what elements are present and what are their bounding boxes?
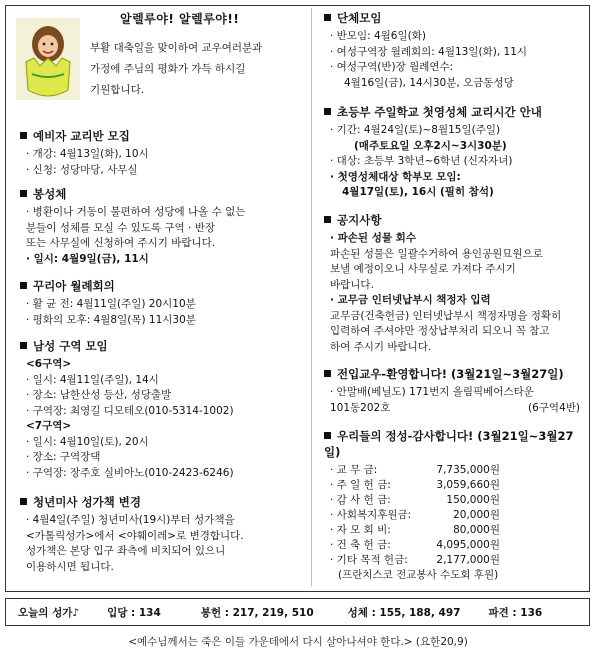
- donations-section: [324, 428, 586, 584]
- info-line: · 장소: 남한산성 등산, 성당출발: [26, 389, 172, 401]
- donation-type: · 기타 목적 헌금:: [330, 554, 408, 566]
- donation-amount: 20,000원: [453, 509, 500, 521]
- notice-heading: · 파손된 성물 회수: [330, 232, 416, 244]
- donation-type: · 자 모 회 비:: [330, 524, 391, 536]
- info-line: · 장소: 구역장댁: [26, 451, 101, 463]
- bible-verse: <예수님께서는 죽은 이들 가운데에서 다시 살아나셔야 한다.> (요한20,9): [128, 636, 468, 648]
- section-title: 공지사항: [337, 213, 382, 227]
- sick-communion-section: [20, 186, 305, 267]
- hymn-entrance: 입당 : 134: [107, 606, 161, 619]
- info-line: · 4월4일(주일) 청년미사(19시)부터 성가책을: [26, 514, 235, 526]
- section-title: 우리들의 정성-감사합니다! (3월21일~3월27일): [324, 429, 574, 459]
- info-line: · 일시: 4월10일(토), 20시: [26, 435, 149, 448]
- notices-section: [324, 212, 586, 355]
- section-title: 청년미사 성가책 변경: [33, 495, 141, 509]
- group-label: <7구역>: [26, 420, 72, 432]
- info-line: · 첫영성체대상 학부모 모임:: [330, 170, 461, 183]
- column-divider: [311, 8, 312, 586]
- info-line: · 여성구역(반)장 월례연수:: [330, 61, 454, 73]
- info-line: 하여 주시기 바랍니다.: [330, 340, 432, 353]
- notice-heading: · 교무금 인터넷납부시 책정자 입력: [330, 294, 491, 306]
- donation-type: · 건 축 헌 금:: [330, 539, 391, 551]
- greeting-line: 부활 대축일을 맞이하여 교우여러분과: [90, 42, 263, 54]
- info-line: · 여성구역장 월례회의: 4월13일(화), 11시: [330, 45, 528, 58]
- jesus-egg-illustration: [16, 18, 80, 100]
- donation-row: [324, 508, 586, 523]
- hymn-communion: 성체 : 155, 188, 497: [347, 606, 461, 619]
- info-line: 파손된 성물은 일괄수거하여 용인공원묘원으로: [330, 247, 543, 260]
- easter-greeting-title: 알렐루야! 알렐루야!!: [120, 12, 240, 26]
- info-line: 바랍니다.: [330, 278, 374, 291]
- info-line: · 대상: 초등부 3학년~6학년 (신자자녀): [330, 155, 513, 167]
- donation-type: · 감 사 헌 금:: [330, 494, 391, 506]
- info-line: (매주토요일 오후2시~3시30분): [354, 139, 507, 152]
- info-line: · 반모임: 4월6일(화): [330, 30, 426, 42]
- info-line: 4월17일(토), 16시 (필히 참석): [342, 186, 494, 198]
- section-title: 초등부 주일학교 첫영성체 교리시간 안내: [337, 105, 542, 119]
- donation-row: [324, 478, 586, 493]
- info-line: 4월16일(금), 14시30분, 오금동성당: [344, 76, 514, 89]
- section-title: 봉성체: [33, 187, 67, 201]
- info-line: · 신청: 성당마당, 사무실: [26, 163, 138, 176]
- info-line: [324, 401, 586, 417]
- info-line: · 평화의 모후: 4월8일(목) 11시30분: [26, 313, 196, 326]
- hymn-offertory: 봉헌 : 217, 219, 510: [200, 606, 314, 619]
- hymn-dismissal: 파견 : 136: [488, 606, 543, 619]
- info-line: · 일시: 4월11일(주일), 14시: [26, 373, 159, 386]
- donation-amount: 3,059,660원: [436, 479, 500, 491]
- section-title: 꾸리아 월례회의: [33, 279, 115, 293]
- donation-note: (프란치스코 전교봉사 수도회 후원): [338, 569, 499, 581]
- donation-row: [324, 553, 586, 568]
- donation-amount: 150,000원: [446, 494, 500, 506]
- info-line: <가톨릭성가>에서 <야훼이레>로 변경합니다.: [26, 529, 244, 542]
- donation-amount: 4,095,000원: [436, 539, 500, 551]
- info-line: 이용하시면 됩니다.: [26, 560, 114, 573]
- hymn-bar: [5, 598, 590, 626]
- section-title: 단체모임: [337, 11, 382, 25]
- first-communion-section: [324, 104, 586, 201]
- greeting-line: 가정에 주님의 평화가 가득 하시길: [90, 63, 246, 75]
- info-line: · 개강: 4월13일(화), 10시: [26, 148, 149, 160]
- donation-amount: 7,735,000원: [436, 464, 500, 476]
- donation-row: [324, 463, 586, 478]
- hymn-label: 오늘의 성가♪: [18, 606, 80, 619]
- curia-section: [20, 278, 305, 328]
- section-title: 예비자 교리반 모집: [33, 129, 130, 143]
- donation-row: [324, 493, 586, 508]
- easter-greeting-text: [90, 38, 295, 101]
- info-line: 교무금(건축헌금) 인터넷납부시 책정자명을 정확히: [330, 309, 562, 322]
- group-label: <6구역>: [26, 358, 72, 370]
- info-line: · 활 균 전: 4월11일(주일) 20시10분: [26, 298, 196, 310]
- info-line: 입력하여 주셔야만 정상납부처리 되오니 꼭 참고: [330, 325, 550, 337]
- donation-type: · 교 무 금:: [330, 464, 378, 476]
- group-meetings-section: [324, 10, 586, 91]
- youth-hymnal-section: [20, 494, 305, 575]
- info-line: · 병환이나 거동이 불편하여 성당에 나올 수 없는: [26, 206, 246, 218]
- address-unit: 101동202호: [330, 401, 391, 414]
- info-line: 성가책은 본당 입구 좌측에 비치되어 있으니: [26, 545, 226, 557]
- donation-row: [324, 523, 586, 538]
- info-line: 보낼 예정이오니 사무실로 가져다 주시기: [330, 263, 516, 275]
- info-line: · 구역장: 장주호 실비아노(010-2423-6246): [26, 466, 234, 479]
- district-label: (6구역4반): [528, 401, 580, 414]
- men-group-section: [20, 338, 305, 481]
- catechumen-section: [20, 128, 305, 178]
- donation-type: · 사회복지후원금:: [330, 509, 412, 521]
- info-line: · 안말배(베닐도) 171번지 올림픽베어스타운: [330, 386, 534, 398]
- donation-row: [324, 538, 586, 553]
- info-line: 분들이 성체를 모실 수 있도록 구역 · 반장: [26, 221, 215, 234]
- newcomers-section: [324, 366, 586, 416]
- info-line: · 구역장: 최영길 디모테오(010-5314-1002): [26, 404, 234, 417]
- section-title: 전입교우-환영합니다! (3월21일~3월27일): [337, 367, 564, 381]
- section-title: 남성 구역 모임: [33, 339, 108, 353]
- greeting-line: 기원합니다.: [90, 84, 145, 96]
- info-line: · 일시: 4월9일(금), 11시: [26, 252, 149, 265]
- info-line: · 기간: 4월24일(토)~8월15일(주일): [330, 124, 501, 136]
- donation-amount: 2,177,000원: [436, 554, 500, 566]
- donation-type: · 주 일 헌 금:: [330, 479, 391, 491]
- info-line: 또는 사무실에 신청하여 주시기 바랍니다.: [26, 237, 216, 249]
- donation-amount: 80,000원: [453, 524, 500, 536]
